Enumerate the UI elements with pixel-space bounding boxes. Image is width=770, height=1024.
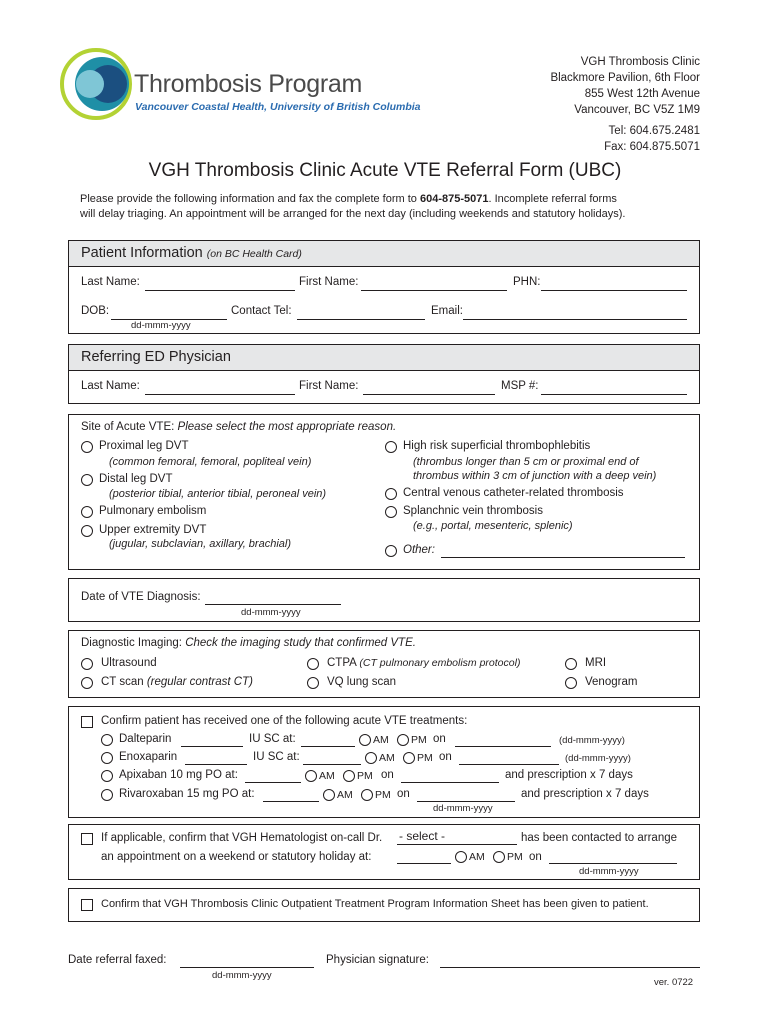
form-title: VGH Thrombosis Clinic Acute VTE Referral Form (UBC) [148, 160, 622, 181]
other-field[interactable] [441, 557, 685, 558]
enoxaparin-label: Enoxaparin [119, 751, 178, 763]
patient-email-label: Email: [431, 305, 463, 317]
hematologist-on-label: on [529, 851, 542, 863]
patient-contact-tel-field[interactable] [297, 319, 425, 320]
date-faxed-field[interactable] [180, 967, 314, 968]
splanchnic-label: Splanchnic vein thrombosis [403, 505, 543, 517]
patient-dob-label: DOB: [81, 305, 110, 317]
intro-part2: . Incomplete referral forms [488, 193, 617, 205]
diagnosis-date-format: dd-mmm-yyyy [241, 607, 301, 618]
apixaban-pm-label: PM [357, 770, 373, 782]
dalteparin-pm-radio[interactable] [397, 734, 409, 746]
hematologist-am-label: AM [469, 851, 485, 863]
hematologist-am-radio[interactable] [455, 851, 467, 863]
apixaban-radio[interactable] [101, 770, 113, 782]
dalteparin-am-label: AM [373, 734, 389, 746]
apixaban-pm-radio[interactable] [343, 770, 355, 782]
patient-last-name-field[interactable] [145, 290, 295, 291]
dalteparin-am-radio[interactable] [359, 734, 371, 746]
treatment-confirm-label: Confirm patient has received one of the following acute VTE treatments: [101, 715, 468, 727]
enoxaparin-pm-label: PM [417, 752, 433, 764]
intro-fax-number: 604-875-5071 [419, 193, 489, 205]
dalteparin-label: Dalteparin [119, 733, 172, 745]
info-sheet-label: Confirm that VGH Thrombosis Clinic Outpatient Treatment Program Information Sheet has been given to patient. [101, 898, 649, 910]
upper-dvt-radio[interactable] [81, 525, 93, 537]
diagnosis-date-label: Date of VTE Diagnosis: [81, 591, 201, 603]
patient-header-title: Patient Information (on BC Health Card) [81, 245, 302, 261]
patient-section [68, 240, 700, 334]
site-instruction: Please select the most appropriate reason. [177, 421, 397, 433]
apixaban-date-field[interactable] [401, 782, 499, 783]
patient-email-field[interactable] [463, 319, 687, 320]
treatment-section [68, 706, 700, 818]
rivaroxaban-date-field[interactable] [417, 801, 515, 802]
dalteparin-date-field[interactable] [455, 746, 551, 747]
upper-dvt-note: (jugular, subclavian, axillary, brachial) [109, 538, 291, 550]
apixaban-am-label: AM [319, 770, 335, 782]
info-sheet-section [68, 888, 700, 922]
enoxaparin-on-label: on [439, 751, 452, 763]
rivaroxaban-pm-radio[interactable] [361, 789, 373, 801]
pe-radio[interactable] [81, 506, 93, 518]
proximal-dvt-radio[interactable] [81, 441, 93, 453]
pe-label: Pulmonary embolism [99, 505, 207, 517]
mri-radio[interactable] [565, 658, 577, 670]
intro-line2: will delay triaging. An appointment will be arranged for the next day (including weekends and statutory holidays). [80, 208, 626, 220]
physician-last-name-field[interactable] [145, 394, 295, 395]
vq-radio[interactable] [307, 677, 319, 689]
rivaroxaban-radio[interactable] [101, 789, 113, 801]
patient-section-header [69, 241, 699, 267]
apixaban-time-field[interactable] [245, 782, 301, 783]
dalteparin-radio[interactable] [101, 734, 113, 746]
imaging-instruction: Check the imaging study that confirmed VTE. [185, 637, 416, 649]
clinic-address-line3: Vancouver, BC V5Z 1M9 [574, 104, 700, 116]
dalteparin-time-field[interactable] [301, 746, 355, 747]
physician-last-name-label: Last Name: [81, 380, 140, 392]
hematologist-select[interactable]: - select - [399, 829, 446, 843]
mri-label: MRI [585, 657, 607, 669]
other-radio[interactable] [385, 545, 397, 557]
physician-msp-label: MSP #: [501, 380, 539, 392]
distal-dvt-radio[interactable] [81, 474, 93, 486]
patient-phn-field[interactable] [541, 290, 687, 291]
enoxaparin-radio[interactable] [101, 752, 113, 764]
physician-section-header [69, 345, 699, 371]
enoxaparin-am-radio[interactable] [365, 752, 377, 764]
physician-msp-field[interactable] [541, 394, 687, 395]
physician-section [68, 344, 700, 404]
patient-first-name-label: First Name: [299, 276, 359, 288]
rivaroxaban-am-label: AM [337, 789, 353, 801]
ct-scan-radio[interactable] [81, 677, 93, 689]
rivaroxaban-label: Rivaroxaban 15 mg PO at: [119, 788, 255, 800]
hematologist-section [68, 824, 700, 880]
logo-title: Thrombosis Program [134, 70, 362, 98]
patient-contact-tel-label: Contact Tel: [231, 305, 292, 317]
upper-dvt-label: Upper extremity DVT [99, 524, 207, 536]
superficial-label: High risk superficial thrombophlebitis [403, 440, 591, 452]
superficial-radio[interactable] [385, 441, 397, 453]
physician-signature-field[interactable] [440, 967, 700, 968]
enoxaparin-pm-radio[interactable] [403, 752, 415, 764]
imaging-section [68, 630, 700, 698]
patient-dob-format: dd-mmm-yyyy [131, 320, 191, 331]
apixaban-am-radio[interactable] [305, 770, 317, 782]
hematologist-text1: If applicable, confirm that VGH Hematologist on-call Dr. [101, 832, 383, 844]
diagnosis-date-field[interactable] [205, 604, 341, 605]
enoxaparin-dose-field[interactable] [185, 764, 247, 765]
imaging-label: Diagnostic Imaging: Check the imaging study that confirmed VTE. [81, 637, 416, 649]
clinic-fax: Fax: 604.875.5071 [604, 141, 700, 153]
dalteparin-dose-field[interactable] [181, 746, 243, 747]
intro-part1: Please provide the following information and fax the complete form to [80, 193, 420, 205]
apixaban-prescription-label: and prescription x 7 days [505, 769, 633, 781]
catheter-label: Central venous catheter-related thrombosis [403, 487, 624, 499]
superficial-note2: thrombus within 3 cm of junction with a deep vein) [413, 470, 657, 482]
diagnosis-date-section [68, 578, 700, 622]
hematologist-date-format: dd-mmm-yyyy [579, 866, 639, 877]
ct-scan-label: CT scan (regular contrast CT) [101, 676, 253, 688]
patient-header-note: (on BC Health Card) [206, 248, 302, 260]
splanchnic-radio[interactable] [385, 506, 397, 518]
hematologist-text3: an appointment on a weekend or statutory holiday at: [101, 851, 372, 863]
vq-label: VQ lung scan [327, 676, 397, 688]
enoxaparin-iu-label: IU SC at: [253, 751, 300, 763]
proximal-dvt-note: (common femoral, femoral, popliteal vein) [109, 456, 312, 468]
physician-signature-label: Physician signature: [326, 954, 429, 966]
physician-first-name-field[interactable] [363, 394, 495, 395]
hematologist-checkbox[interactable] [81, 833, 93, 845]
logo-mark-icon [58, 44, 138, 124]
enoxaparin-date-field[interactable] [459, 764, 559, 765]
site-label: Site of Acute VTE: Please select the most appropriate reason. [81, 421, 397, 433]
dalteparin-date-format: (dd-mmm-yyyy) [559, 735, 625, 746]
clinic-tel: Tel: 604.675.2481 [608, 125, 700, 137]
dalteparin-iu-label: IU SC at: [249, 733, 296, 745]
rivaroxaban-pm-label: PM [375, 789, 391, 801]
logo [58, 44, 421, 124]
physician-header-title: Referring ED Physician [81, 349, 231, 365]
clinic-address-line2: 855 West 12th Avenue [584, 88, 700, 100]
rivaroxaban-time-field[interactable] [263, 801, 319, 802]
clinic-name: VGH Thrombosis Clinic [580, 56, 700, 68]
ultrasound-radio[interactable] [81, 658, 93, 670]
date-faxed-label: Date referral faxed: [68, 954, 167, 966]
ctpa-radio[interactable] [307, 658, 319, 670]
info-sheet-checkbox[interactable] [81, 899, 93, 911]
treatment-confirm-checkbox[interactable] [81, 716, 93, 728]
intro-line1 [80, 192, 700, 207]
venogram-radio[interactable] [565, 677, 577, 689]
enoxaparin-time-field[interactable] [303, 764, 361, 765]
proximal-dvt-label: Proximal leg DVT [99, 440, 189, 452]
clinic-address-line1: Blackmore Pavilion, 6th Floor [550, 72, 700, 84]
rivaroxaban-prescription-label: and prescription x 7 days [521, 788, 649, 800]
hematologist-select-underline [397, 844, 517, 845]
patient-first-name-field[interactable] [361, 290, 507, 291]
catheter-radio[interactable] [385, 488, 397, 500]
ct-scan-note: (regular contrast CT) [146, 676, 253, 688]
patient-phn-label: PHN: [513, 276, 541, 288]
hematologist-time-field[interactable] [397, 863, 451, 864]
physician-first-name-label: First Name: [299, 380, 359, 392]
patient-last-name-label: Last Name: [81, 276, 140, 288]
logo-subtitle: Vancouver Coastal Health, University of British Columbia [135, 101, 421, 113]
superficial-note1: (thrombus longer than 5 cm or proximal end of [413, 456, 639, 468]
rivaroxaban-on-label: on [397, 788, 410, 800]
hematologist-pm-radio[interactable] [493, 851, 505, 863]
venogram-label: Venogram [585, 676, 638, 688]
hematologist-date-field[interactable] [549, 863, 677, 864]
ctpa-note: (CT pulmonary embolism protocol) [359, 657, 521, 669]
clinic-address [550, 54, 700, 155]
distal-dvt-note: (posterior tibial, anterior tibial, peroneal vein) [109, 488, 327, 500]
distal-dvt-label: Distal leg DVT [99, 473, 173, 485]
enoxaparin-date-format: (dd-mmm-yyyy) [565, 753, 631, 764]
site-section [68, 414, 700, 570]
rivaroxaban-date-format: dd-mmm-yyyy [433, 803, 493, 814]
dalteparin-on-label: on [433, 733, 446, 745]
intro-text [80, 192, 700, 222]
apixaban-on-label: on [381, 769, 394, 781]
hematologist-text2: has been contacted to arrange [521, 832, 678, 844]
date-faxed-format: dd-mmm-yyyy [212, 970, 272, 981]
version-label: ver. 0722 [654, 977, 694, 988]
apixaban-label: Apixaban 10 mg PO at: [119, 769, 238, 781]
ultrasound-label: Ultrasound [101, 657, 157, 669]
ctpa-label: CTPA (CT pulmonary embolism protocol) [327, 657, 521, 669]
other-label: Other: [403, 544, 435, 556]
hematologist-pm-label: PM [507, 851, 523, 863]
splanchnic-note: (e.g., portal, mesenteric, splenic) [413, 520, 573, 532]
enoxaparin-am-label: AM [379, 752, 395, 764]
rivaroxaban-am-radio[interactable] [323, 789, 335, 801]
dalteparin-pm-label: PM [411, 734, 427, 746]
